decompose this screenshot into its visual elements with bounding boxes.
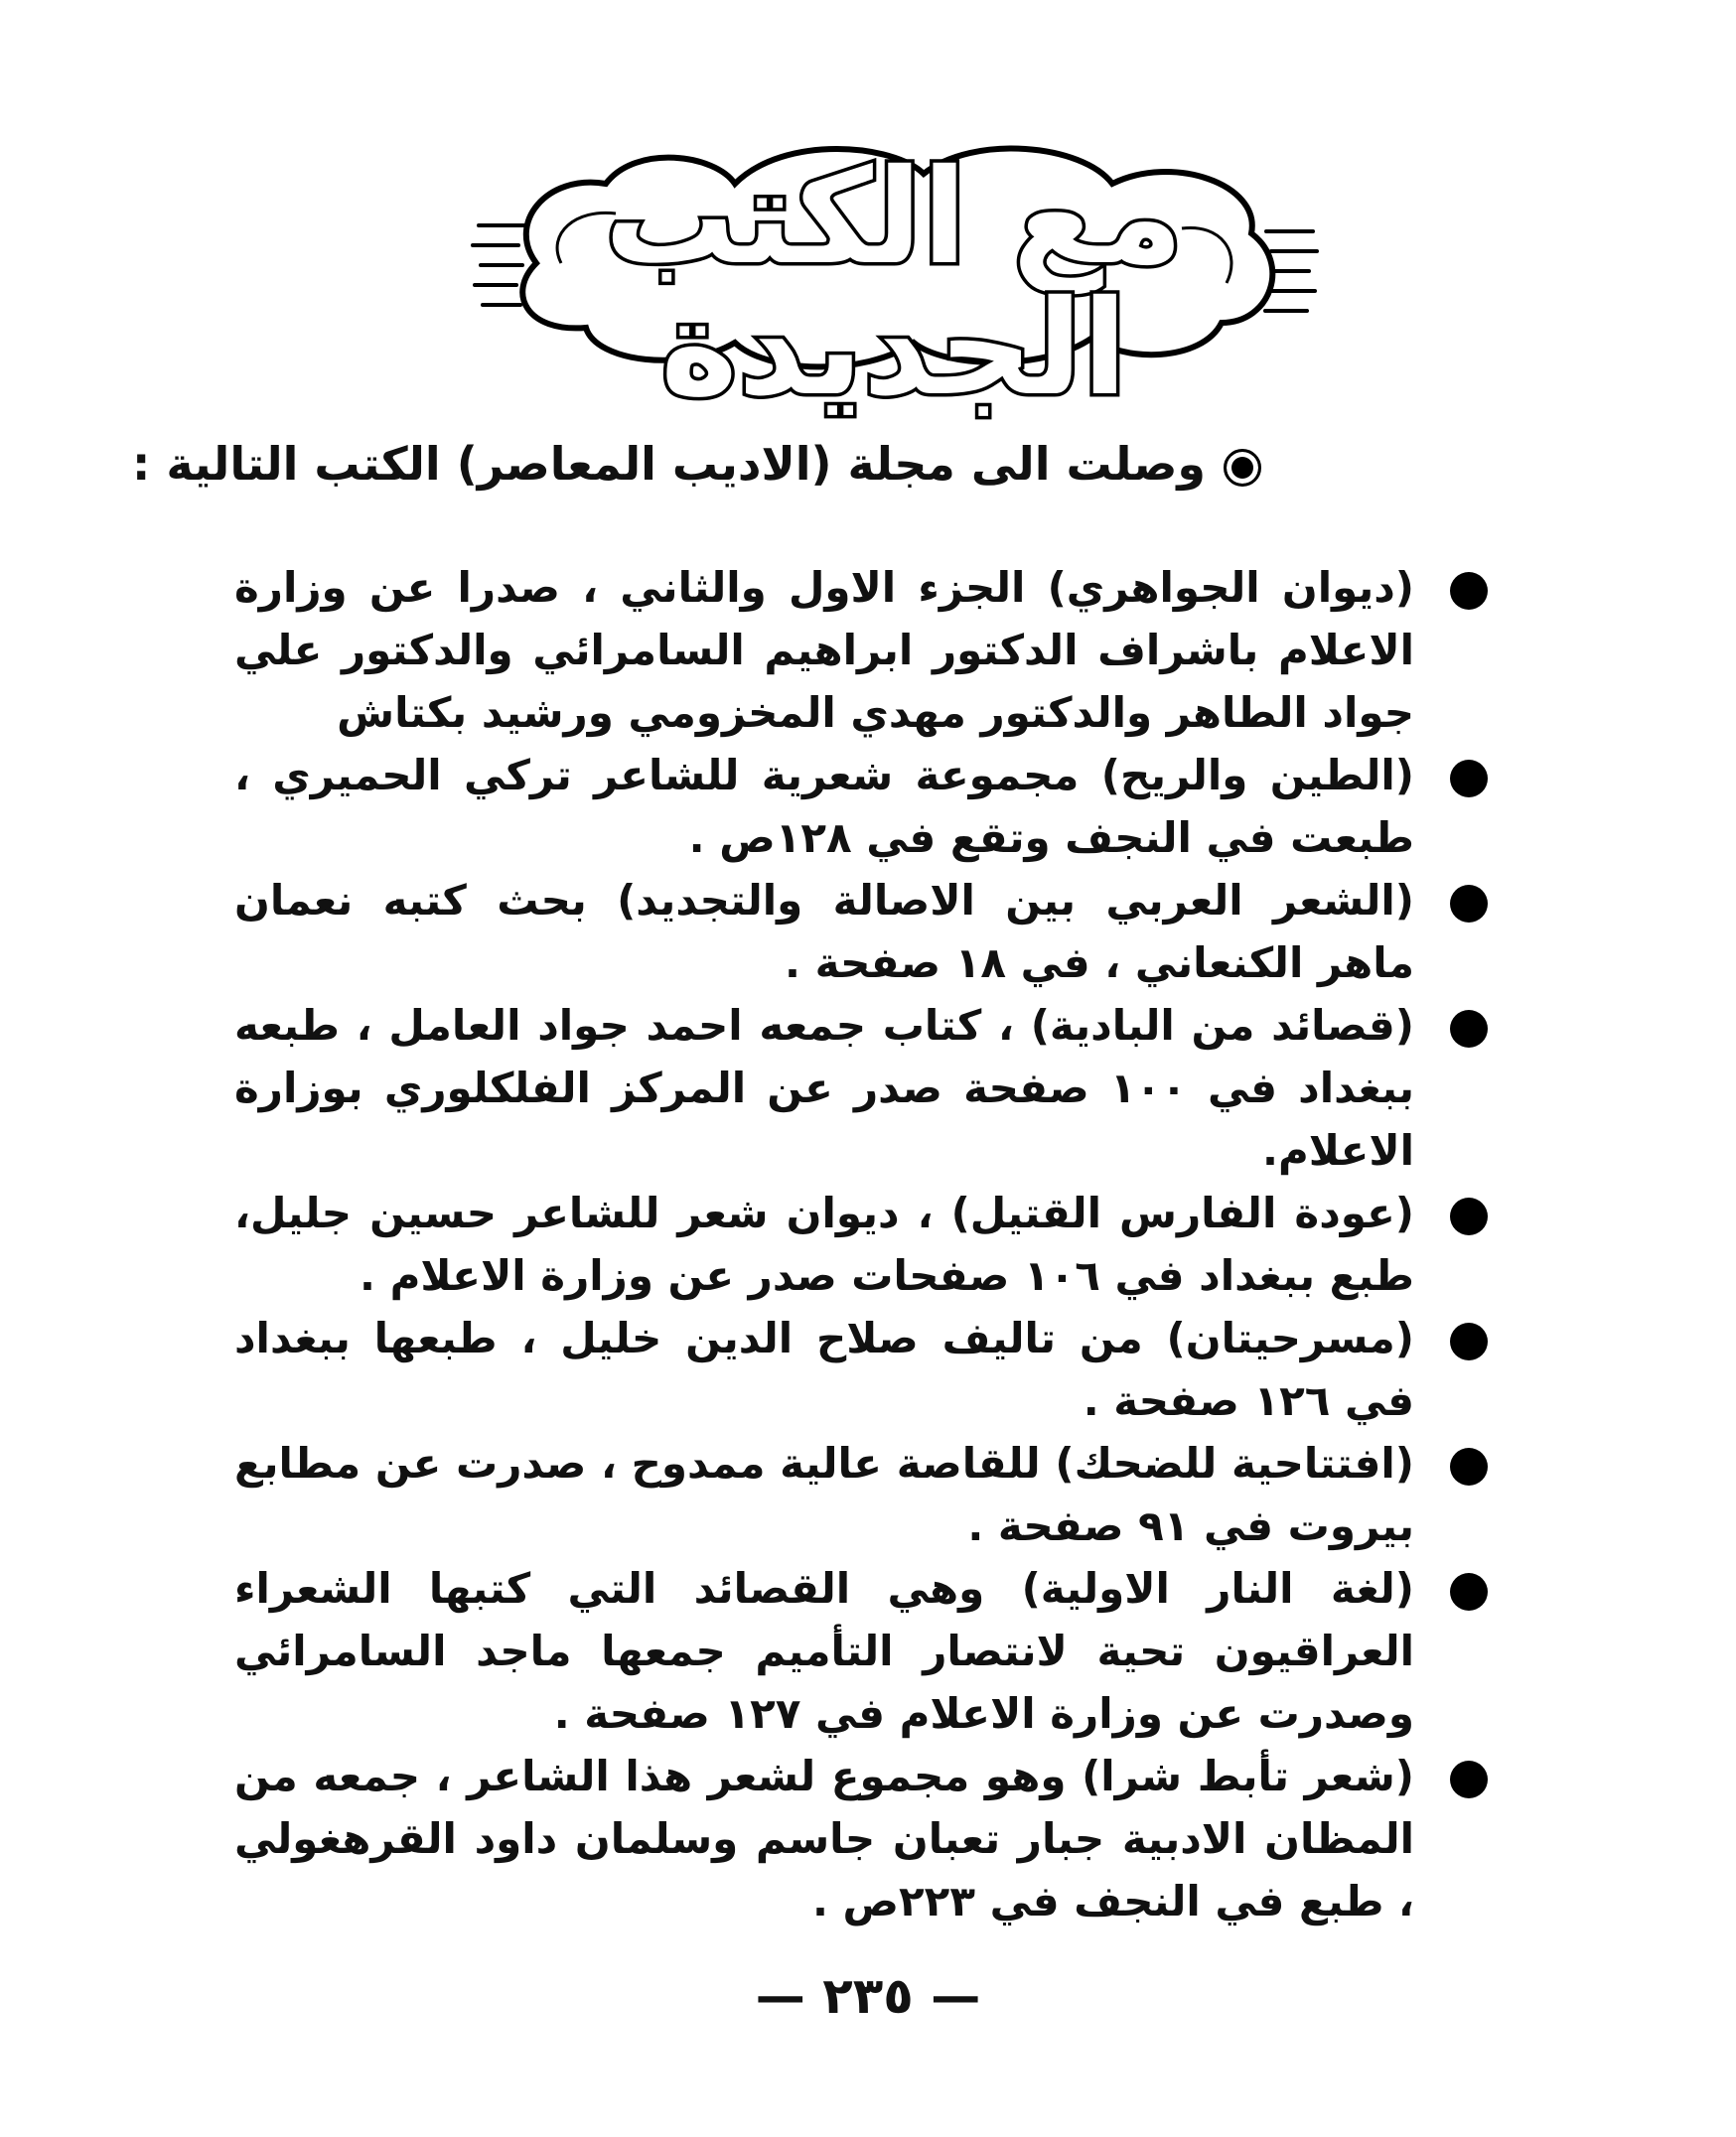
bullet-icon — [1450, 1761, 1488, 1798]
book-list — [234, 556, 1496, 1932]
list-item — [234, 1182, 1496, 1307]
book-entry-text: (لغة النار الاولية) وهي القصائد التي كتبها الشعراء العراقيون تحية لانتصار التأميم جمعها ماجد السامرائي وصدرت عن وزارة الاعلام في ١٢٧ صفحة . — [234, 1564, 1414, 1738]
book-entry-text: (افتتاحية للضحك) للقاصة عالية ممدوح ، صدرت عن مطابع بيروت في ٩١ صفحة . — [234, 1439, 1414, 1550]
bullet-icon — [1450, 1010, 1488, 1048]
header-title-block — [467, 114, 1321, 425]
page-number: — ٢٣٥ — — [755, 1967, 981, 2025]
list-item — [234, 1745, 1496, 1932]
book-entry-text: (ديوان الجواهري) الجزء الاول والثاني ، صدرا عن وزارة الاعلام باشراف الدكتور ابراهيم السامرائي والدكتور علي جواد الطاهر والدكتور مهدي المخزومي ورشيد بكتاش — [234, 563, 1414, 737]
bullet-icon — [1450, 1323, 1488, 1360]
list-item — [234, 869, 1496, 994]
book-entry-text: (شعر تأبط شرا) وهو مجموع لشعر هذا الشاعر ، جمعه من المظان الادبية جبار تعبان جاسم وسلمان داود القرهغولي ، طبع في النجف في ٢٢٣ص . — [234, 1752, 1414, 1925]
intro-bullet-icon — [1224, 449, 1261, 487]
bullet-icon — [1450, 1448, 1488, 1486]
book-entry-text: (الشعر العربي بين الاصالة والتجديد) بحث كتبه نعمان ماهر الكنعاني ، في ١٨ صفحة . — [234, 876, 1414, 987]
bullet-icon — [1450, 885, 1488, 923]
book-entry-text: (عودة الفارس القتيل) ، ديوان شعر للشاعر حسين جليل، طبع ببغداد في ١٠٦ صفحات صدر عن وزارة الاعلام . — [234, 1189, 1414, 1300]
list-item — [234, 1557, 1496, 1745]
bullet-icon — [1450, 760, 1488, 797]
header-title: مع الكتب الجديدة — [604, 141, 1184, 425]
bullet-icon — [1450, 572, 1488, 610]
list-item — [234, 994, 1496, 1182]
book-entry-text: (قصائد من البادية) ، كتاب جمعه احمد جواد العامل ، طبعه ببغداد في ١٠٠ صفحة صدر عن المركز الفلكلوري بوزارة الاعلام. — [234, 1001, 1414, 1175]
list-item — [234, 1307, 1496, 1432]
intro-heading — [131, 429, 1261, 499]
book-entry-text: (مسرحيتان) من تاليف صلاح الدين خليل ، طبعها ببغداد في ١٢٦ صفحة . — [234, 1314, 1414, 1425]
bullet-icon — [1450, 1573, 1488, 1611]
bullet-icon — [1450, 1198, 1488, 1235]
intro-text: وصلت الى مجلة (الاديب المعاصر) الكتب التالية : — [131, 437, 1206, 491]
book-entry-text: (الطين والريح) مجموعة شعرية للشاعر تركي الحميري ، طبعت في النجف وتقع في ١٢٨ص . — [234, 751, 1414, 862]
list-item — [234, 744, 1496, 869]
list-item — [234, 1432, 1496, 1557]
list-item — [234, 556, 1496, 744]
